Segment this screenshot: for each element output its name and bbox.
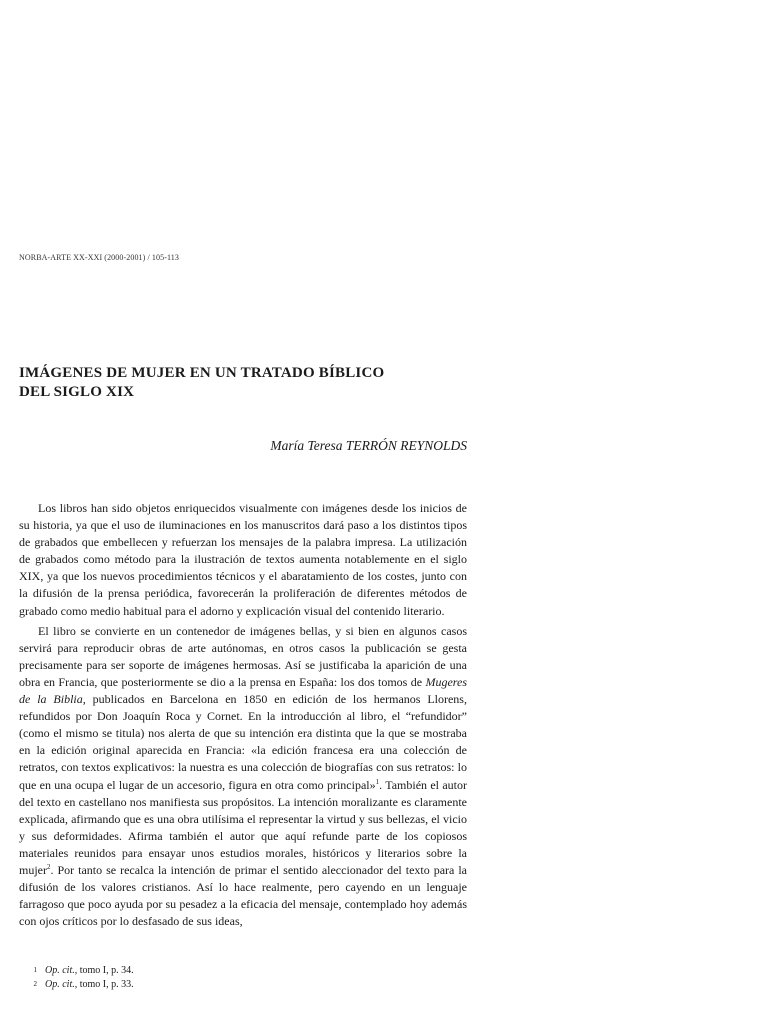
running-head: NORBA-ARTE XX-XXI (2000-2001) / 105-113: [19, 253, 179, 262]
footnote-2: [19, 978, 467, 992]
footnote-mark: 2: [33, 979, 37, 988]
footnote-citation: Op. cit.: [45, 965, 75, 976]
footnote-1: [19, 964, 467, 978]
paragraph-2-text-3: . También el autor del texto en castellano nos manifiesta sus propósitos. La intención moralizante es claramente explicada, afirmando que es una obra utilísima el representar la virtud y sus bellezas, el vicio y sus deformidades. Afirma también el autor que aquí refunde parte de los copiosos materiales reunidos para ensayar unos estudios morales, históricos y literarios sobre la mujer: [19, 777, 467, 877]
paragraph-2: [19, 623, 467, 931]
footnote-mark: 1: [33, 966, 37, 974]
footnotes: [19, 964, 467, 991]
footnote-citation: Op. cit.: [45, 978, 75, 990]
paragraph-2-text-2: publicados en Barcelona en 1850 en edición de los hermanos Llorens, refundidos por Don Joaquín Roca y Cornet. En la introducción al libro, el “refundidor” (como el mismo se titula) nos alerta de que su intención era distinta que la que se mostraba en la edición original aparecida en Francia: «la edición francesa era una colección de retratos, con textos explicativos: la nuestra es una colección de biografías con sus retratos: lo que en una ocupa el lugar de un accesorio, figura en otra como principal»: [19, 692, 467, 792]
footnote-text: , tomo I, p. 34.: [74, 965, 134, 976]
title-line-1: IMÁGENES DE MUJER EN UN TRATADO BÍBLICO: [19, 365, 385, 381]
footnote-ref-2: 2: [47, 862, 51, 871]
title-line-2: DEL SIGLO XIX: [19, 384, 135, 400]
footnote-ref-1: 1: [375, 777, 380, 786]
paragraph-1: Los libros han sido objetos enriquecidos visualmente con imágenes desde los inicios de su historia, ya que el uso de iluminaciones en los manuscritos dará paso a los distintos tipos de grabados que embellecen y refuerzan los mensajes de la palabra impresa. La utilización de grabados como método para la ilustración de textos aumenta notablemente en el siglo XIX, ya que los nuevos procedimientos técnicos y el abaratamiento de los costes, junto con la difusión de la prensa periódica, favorecerán la proliferación de diferentes métodos de grabado como medio habitual para el adorno y explicación visual del contenido literario.: [19, 501, 467, 618]
author-name: María Teresa TERRÓN REYNOLDS: [270, 438, 467, 453]
paragraph-2-text-1: El libro se convierte en un contenedor de imágenes bellas, y si bien en algunos casos servirá para reproducir obras de arte autónomas, en otros casos la publicación se gesta precisamente para ser soporte de imágenes hermosas. Así se justificaba la aparición de una obra en Francia, que posteriormente se dio a la prensa en España: los dos tomos de: [19, 623, 467, 689]
paragraph-2-text-4: . Por tanto se recalca la intención de primar el sentido aleccionador del texto para la difusión de los valores cristianos. Así lo hace realmente, pero cayendo en un lenguaje farragoso que poco ayuda por su pesadez a la eficacia del mensaje, contemplado hoy además con ojos críticos por lo desfasado de sus ideas,: [19, 862, 467, 929]
article-body: [19, 500, 467, 930]
book-title: Mugeres de la Biblia,: [19, 674, 467, 707]
footnote-text: , tomo I, p. 33.: [74, 978, 134, 990]
article-title: [19, 364, 479, 402]
